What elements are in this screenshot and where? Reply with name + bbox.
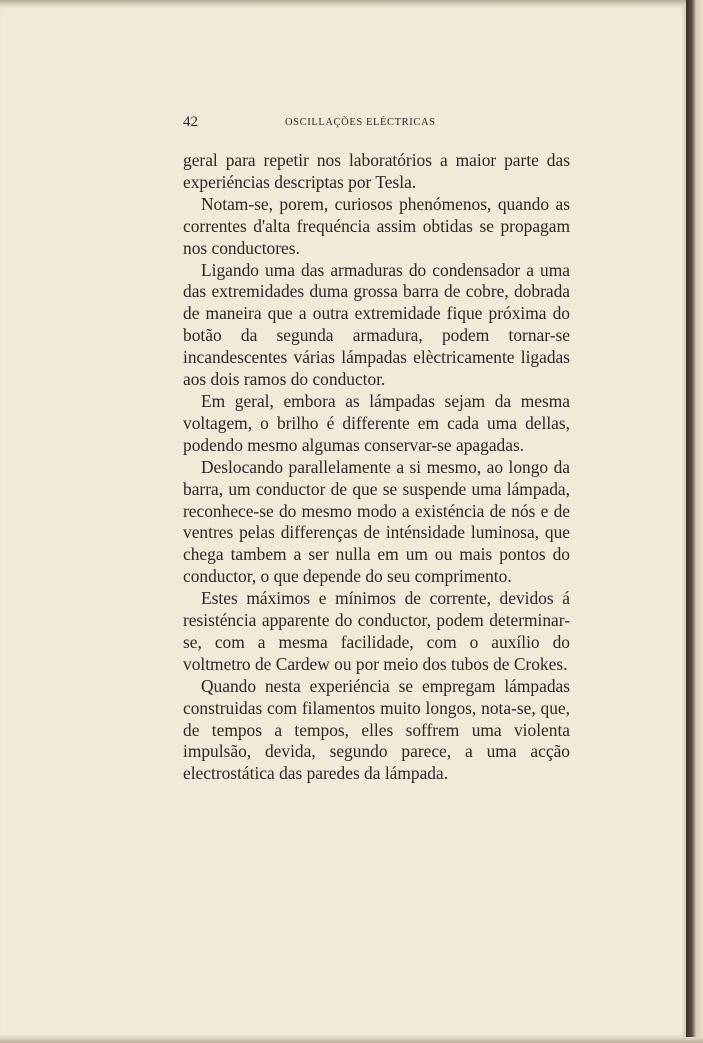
book-spine-edge (686, 0, 703, 1043)
page-number: 42 (183, 114, 198, 130)
body-text (183, 150, 570, 785)
paragraph: Em geral, embora as lámpadas sejam da mesma voltagem, o brilho é differente em cada uma dellas, podendo mesmo algumas conservar-se apagadas. (183, 390, 570, 455)
paragraph: geral para repetir nos laboratórios a maior parte das experiéncias descriptas por Tesla. (183, 150, 570, 192)
paragraph: Quando nesta experiéncia se empregam lámpadas construidas com filamentos muito longos, nota-se, que, de tempos a tempos, elles soffrem uma violenta impulsão, devida, segundo parece, a uma acção electrostática das paredes da lámpada. (183, 675, 570, 784)
paragraph: Notam-se, porem, curiosos phenómenos, quando as correntes d'alta frequéncia assim obtidas se propagam nos conductores. (183, 193, 570, 258)
running-title: OSCILLAÇÕES ELÉCTRICAS (285, 117, 436, 128)
paragraph: Ligando uma das armaduras do condensador a uma das extremidades duma grossa barra de cobre, dobrada de maneira que a outra extremidade fique próxima do botão da segunda armadura, podem tornar-se incandescentes várias lámpadas elèctricamente ligadas aos dois ramos do conductor. (183, 259, 570, 390)
paragraph: Estes máximos e mínimos de corrente, devidos á resisténcia apparente do conductor, podem determinar-se, com a mesma facilidade, com o auxílio do voltmetro de Cardew ou por meio dos tubos de Crokes. (183, 588, 570, 674)
page-bottom-edge (0, 1037, 703, 1043)
paragraph: Deslocando parallelamente a si mesmo, ao longo da barra, um conductor de que se suspende uma lámpada, reconhece-se do mesmo modo a existéncia de nós e de ventres pelas differenças de inténsidade luminosa, que chega tambem a ser nulla em um ou mais pontos do conductor, o que depende do seu comprimento. (183, 456, 570, 587)
running-header (183, 114, 570, 136)
